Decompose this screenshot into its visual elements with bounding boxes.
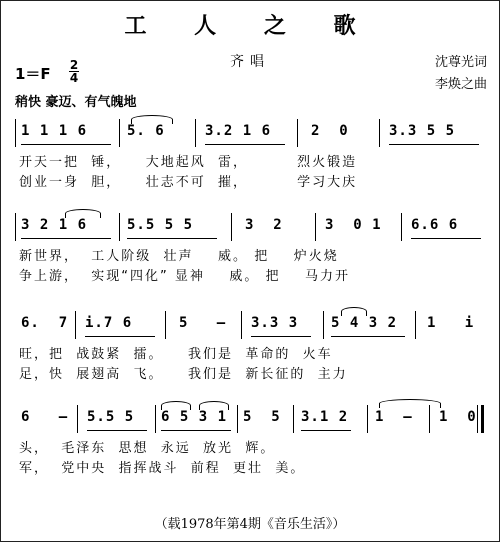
time-signature-bottom: 4 [69, 71, 79, 85]
measure: 6 5 3 1 [161, 409, 228, 425]
measure: 5 – [179, 315, 227, 331]
score-system-4 [15, 405, 487, 485]
measure: 6. 7 [21, 315, 69, 331]
lyrics-verse-2: 军， 党中央 指挥战斗 前程 更壮 美。 [19, 461, 306, 476]
measure: 5.5 5 5 [127, 217, 194, 233]
source-note: （载1978年第4期《音乐生活》） [154, 517, 346, 532]
measure: 1 0 [439, 409, 477, 425]
lyrics-verse-2: 足，快 展翅高 飞。 我们是 新长征的 主力 [19, 367, 348, 382]
measure: 5 4 3 2 [331, 315, 398, 331]
measure: 1 1 1 6 [21, 123, 88, 139]
tempo-marking: 稍快 豪迈、有气魄地 [15, 95, 137, 110]
lyricist-credit: 沈尊光词 [434, 55, 487, 70]
score-system-3 [15, 311, 487, 391]
measure: 3.1 2 [301, 409, 349, 425]
key-signature: 1＝F [15, 65, 51, 83]
measure: 6 – [21, 409, 69, 425]
time-signature-top: 2 [69, 58, 79, 72]
lyrics-verse-1: 旺，把 战鼓紧 擂。 我们是 革命的 火车 [19, 347, 333, 362]
time-signature [69, 59, 79, 84]
lyrics-verse-1: 开天一把 锤， 大地起风 雷， 烈火锻造 [19, 155, 358, 170]
measure: 3 2 [245, 217, 283, 233]
performance-type: 齐唱 [230, 54, 270, 70]
song-title: 工 人 之 歌 [124, 13, 376, 39]
lyrics-verse-2: 创业一身 胆， 壮志不可 摧， 学习大庆 [19, 175, 358, 190]
measure: 6.6 6 [411, 217, 459, 233]
measure: 5 5 [243, 409, 281, 425]
measure: 1 – [375, 409, 413, 425]
measure: 2 0 [311, 123, 349, 139]
measure: 3 2 1 6 [21, 217, 88, 233]
lyrics-verse-2: 争上游， 实现“四化” 显神 威。 把 马力开 [19, 269, 351, 284]
measure: i.7 6 [85, 315, 133, 331]
measure: 3 0 1 [325, 217, 382, 233]
measure: 1 i [427, 315, 475, 331]
composer-credit: 李焕之曲 [434, 77, 487, 92]
measure: 3.3 3 [251, 315, 299, 331]
lyrics-verse-1: 头， 毛泽东 思想 永远 放光 辉。 [19, 441, 276, 456]
measure: 3.2 1 6 [205, 123, 272, 139]
measure: 5.5 5 [87, 409, 135, 425]
measure: 5. 6 [127, 123, 165, 139]
score-system-1 [15, 119, 487, 199]
score-system-2 [15, 213, 487, 293]
measure: 3.3 5 5 [389, 123, 456, 139]
lyrics-verse-1: 新世界， 工人阶级 壮声 威。 把 炉火烧 [19, 249, 339, 264]
